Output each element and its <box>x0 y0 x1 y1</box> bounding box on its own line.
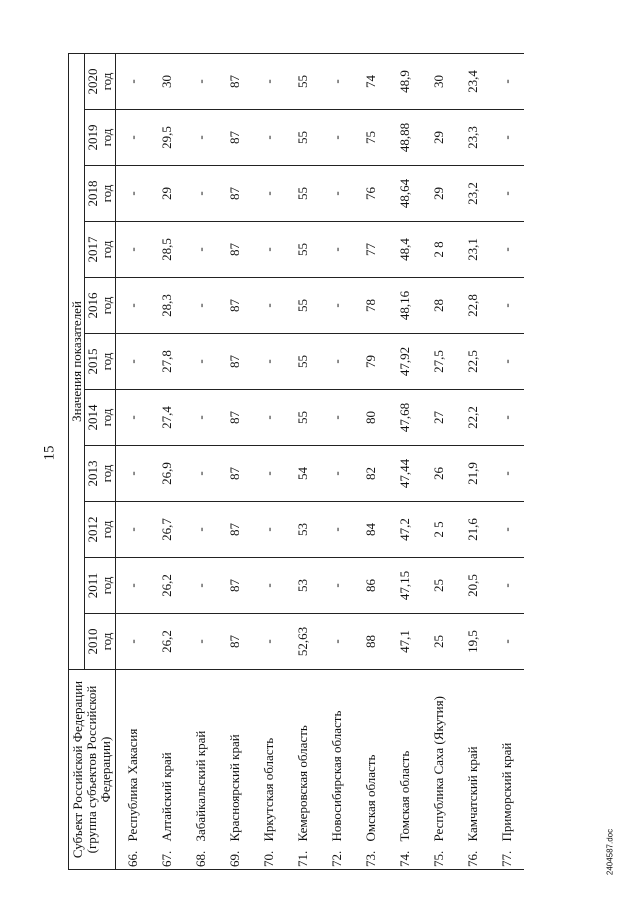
year-header-value: 2012 <box>85 516 100 543</box>
region-name: Кемеровская область <box>286 670 320 846</box>
value-cell: - <box>320 614 354 670</box>
value-cell: 87 <box>218 390 252 446</box>
value-cell: - <box>252 166 286 222</box>
value-cell: 52,63 <box>286 614 320 670</box>
value-cell: 53 <box>286 502 320 558</box>
value-cell: 55 <box>286 53 320 109</box>
value-cell: - <box>116 502 151 558</box>
value-cell: 22,2 <box>456 390 490 446</box>
value-cell: 27,8 <box>150 334 184 390</box>
value-cell: - <box>184 166 218 222</box>
value-cell: 47,68 <box>388 390 422 446</box>
value-cell: - <box>116 334 151 390</box>
region-name: Республика Хакасия <box>116 670 151 846</box>
value-cell: 48,88 <box>388 110 422 166</box>
value-cell: 28,3 <box>150 278 184 334</box>
value-cell: 86 <box>354 558 388 614</box>
value-cell: 23,3 <box>456 110 490 166</box>
row-number: 72. <box>320 846 354 870</box>
year-header-2011 <box>85 558 116 614</box>
year-header-value: 2015 <box>85 348 100 375</box>
row-number: 73. <box>354 846 388 870</box>
row-number: 77. <box>490 846 524 870</box>
value-cell: - <box>320 558 354 614</box>
value-cell: 87 <box>218 558 252 614</box>
value-cell: - <box>490 390 524 446</box>
value-cell: 27,5 <box>422 334 456 390</box>
row-number: 69. <box>218 846 252 870</box>
value-cell: 30 <box>150 53 184 109</box>
value-cell: - <box>184 334 218 390</box>
row-number: 70. <box>252 846 286 870</box>
value-cell: - <box>490 166 524 222</box>
table-row <box>388 53 422 869</box>
value-cell: - <box>320 446 354 502</box>
header-row-top <box>69 53 85 869</box>
value-cell: - <box>116 614 151 670</box>
indicator-table <box>68 53 524 870</box>
year-header-2013 <box>85 446 116 502</box>
value-cell: - <box>490 558 524 614</box>
value-cell: 48,9 <box>388 53 422 109</box>
value-cell: 23,1 <box>456 222 490 278</box>
value-cell: - <box>252 334 286 390</box>
value-cell: - <box>490 334 524 390</box>
region-name: Красноярский край <box>218 670 252 846</box>
values-group-header: Значения показателей <box>69 53 85 669</box>
value-cell: - <box>116 446 151 502</box>
year-header-value: 2013 <box>85 460 100 487</box>
value-cell: 47,92 <box>388 334 422 390</box>
value-cell: - <box>320 222 354 278</box>
value-cell: 27,4 <box>150 390 184 446</box>
value-cell: 87 <box>218 446 252 502</box>
value-cell: 84 <box>354 502 388 558</box>
value-cell: 55 <box>286 334 320 390</box>
subject-column-header: Субъект Российской Федерации (группа субъектов Российской Федерации) <box>69 670 116 870</box>
value-cell: - <box>252 53 286 109</box>
value-cell: - <box>320 53 354 109</box>
value-cell: 87 <box>218 502 252 558</box>
value-cell: 25 <box>422 614 456 670</box>
value-cell: 2 5 <box>422 502 456 558</box>
value-cell: 23,4 <box>456 53 490 109</box>
value-cell: - <box>184 390 218 446</box>
region-name: Приморский край <box>490 670 524 846</box>
value-cell: 78 <box>354 278 388 334</box>
year-header-2018 <box>85 166 116 222</box>
value-cell: - <box>252 446 286 502</box>
value-cell: 88 <box>354 614 388 670</box>
value-cell: 54 <box>286 446 320 502</box>
value-cell: - <box>184 110 218 166</box>
region-name: Новосибирская область <box>320 670 354 846</box>
footer-file-code-text: 2404587.doc <box>605 828 615 876</box>
year-header-unit: год <box>99 352 114 371</box>
value-cell: 74 <box>354 53 388 109</box>
value-cell: 87 <box>218 53 252 109</box>
table-row <box>252 53 286 869</box>
table-row <box>354 53 388 869</box>
value-cell: 77 <box>354 222 388 278</box>
value-cell: 55 <box>286 222 320 278</box>
value-cell: - <box>320 502 354 558</box>
value-cell: - <box>320 390 354 446</box>
table-row <box>456 53 490 869</box>
year-header-2016 <box>85 278 116 334</box>
year-header-unit: год <box>99 576 114 595</box>
table-row <box>320 53 354 869</box>
value-cell: - <box>490 222 524 278</box>
value-cell: - <box>490 614 524 670</box>
value-cell: - <box>184 53 218 109</box>
region-name: Томская область <box>388 670 422 846</box>
value-cell: 22,8 <box>456 278 490 334</box>
value-cell: - <box>252 222 286 278</box>
value-cell: 53 <box>286 558 320 614</box>
value-cell: - <box>252 558 286 614</box>
value-cell: - <box>184 278 218 334</box>
year-header-2014 <box>85 390 116 446</box>
value-cell: 87 <box>218 614 252 670</box>
value-cell: 48,64 <box>388 166 422 222</box>
value-cell: - <box>116 110 151 166</box>
value-cell: - <box>320 166 354 222</box>
value-cell: - <box>490 446 524 502</box>
value-cell: 87 <box>218 334 252 390</box>
value-cell: 26,7 <box>150 502 184 558</box>
year-header-2019 <box>85 110 116 166</box>
value-cell: 79 <box>354 334 388 390</box>
value-cell: 2 8 <box>422 222 456 278</box>
value-cell: 87 <box>218 166 252 222</box>
year-header-value: 2014 <box>85 404 100 431</box>
value-cell: - <box>490 110 524 166</box>
value-cell: - <box>116 222 151 278</box>
value-cell: 26,9 <box>150 446 184 502</box>
value-cell: 28 <box>422 278 456 334</box>
year-header-value: 2017 <box>85 236 100 263</box>
value-cell: - <box>184 558 218 614</box>
value-cell: 25 <box>422 558 456 614</box>
value-cell: - <box>184 614 218 670</box>
row-number: 66. <box>116 846 151 870</box>
value-cell: 82 <box>354 446 388 502</box>
value-cell: 48,4 <box>388 222 422 278</box>
value-cell: 28,5 <box>150 222 184 278</box>
value-cell: 20,5 <box>456 558 490 614</box>
value-cell: - <box>116 166 151 222</box>
value-cell: 29,5 <box>150 110 184 166</box>
table-row <box>218 53 252 869</box>
value-cell: 47,1 <box>388 614 422 670</box>
value-cell: 87 <box>218 278 252 334</box>
year-header-2012 <box>85 502 116 558</box>
value-cell: - <box>252 502 286 558</box>
row-number: 76. <box>456 846 490 870</box>
region-name: Забайкальский край <box>184 670 218 846</box>
row-number: 71. <box>286 846 320 870</box>
value-cell: - <box>490 502 524 558</box>
value-cell: 27 <box>422 390 456 446</box>
region-name: Алтайский край <box>150 670 184 846</box>
value-cell: 21,9 <box>456 446 490 502</box>
region-name: Омская область <box>354 670 388 846</box>
value-cell: 23,2 <box>456 166 490 222</box>
value-cell: 55 <box>286 110 320 166</box>
value-cell: - <box>184 502 218 558</box>
value-cell: 47,44 <box>388 446 422 502</box>
table-row <box>116 53 151 869</box>
indicator-table-wrapper <box>68 54 568 870</box>
year-header-2017 <box>85 222 116 278</box>
region-name: Республика Саха (Якутия) <box>422 670 456 846</box>
value-cell: 80 <box>354 390 388 446</box>
value-cell: - <box>320 278 354 334</box>
year-header-unit: год <box>99 72 114 91</box>
value-cell: 26 <box>422 446 456 502</box>
year-header-value: 2018 <box>85 180 100 207</box>
value-cell: 87 <box>218 110 252 166</box>
value-cell: 55 <box>286 390 320 446</box>
value-cell: - <box>320 110 354 166</box>
value-cell: 29 <box>150 166 184 222</box>
value-cell: 75 <box>354 110 388 166</box>
table-row <box>286 53 320 869</box>
year-header-value: 2011 <box>85 572 100 599</box>
value-cell: - <box>252 614 286 670</box>
value-cell: 48,16 <box>388 278 422 334</box>
value-cell: 87 <box>218 222 252 278</box>
table-row <box>184 53 218 869</box>
year-header-unit: год <box>99 632 114 651</box>
value-cell: 55 <box>286 166 320 222</box>
value-cell: 26,2 <box>150 614 184 670</box>
value-cell: 55 <box>286 278 320 334</box>
value-cell: 30 <box>422 53 456 109</box>
year-header-unit: год <box>99 520 114 539</box>
value-cell: 47,2 <box>388 502 422 558</box>
table-row <box>150 53 184 869</box>
table-row <box>490 53 524 869</box>
region-name: Камчатский край <box>456 670 490 846</box>
region-name: Иркутская область <box>252 670 286 846</box>
row-number: 75. <box>422 846 456 870</box>
value-cell: - <box>490 278 524 334</box>
year-header-unit: год <box>99 296 114 315</box>
year-header-value: 2016 <box>85 292 100 319</box>
year-header-2015 <box>85 334 116 390</box>
year-header-unit: год <box>99 184 114 203</box>
year-header-unit: год <box>99 464 114 483</box>
year-header-unit: год <box>99 408 114 427</box>
year-header-unit: год <box>99 240 114 259</box>
year-header-value: 2019 <box>85 124 100 151</box>
table-body <box>116 53 525 869</box>
value-cell: - <box>184 222 218 278</box>
value-cell: 21,6 <box>456 502 490 558</box>
value-cell: 47,15 <box>388 558 422 614</box>
value-cell: - <box>490 53 524 109</box>
year-header-2010 <box>85 614 116 670</box>
row-number: 67. <box>150 846 184 870</box>
page-number-text: 15 <box>41 445 58 461</box>
table-row <box>422 53 456 869</box>
row-number: 68. <box>184 846 218 870</box>
year-header-value: 2020 <box>85 68 100 95</box>
row-number: 74. <box>388 846 422 870</box>
value-cell: - <box>116 53 151 109</box>
value-cell: 76 <box>354 166 388 222</box>
value-cell: 29 <box>422 110 456 166</box>
year-header-unit: год <box>99 128 114 147</box>
value-cell: 29 <box>422 166 456 222</box>
value-cell: 22,5 <box>456 334 490 390</box>
value-cell: 19,5 <box>456 614 490 670</box>
year-header-2020 <box>85 53 116 109</box>
value-cell: 26,2 <box>150 558 184 614</box>
value-cell: - <box>116 390 151 446</box>
value-cell: - <box>116 278 151 334</box>
value-cell: - <box>320 334 354 390</box>
value-cell: - <box>116 558 151 614</box>
value-cell: - <box>184 446 218 502</box>
value-cell: - <box>252 110 286 166</box>
year-header-value: 2010 <box>85 628 100 655</box>
value-cell: - <box>252 278 286 334</box>
value-cell: - <box>252 390 286 446</box>
